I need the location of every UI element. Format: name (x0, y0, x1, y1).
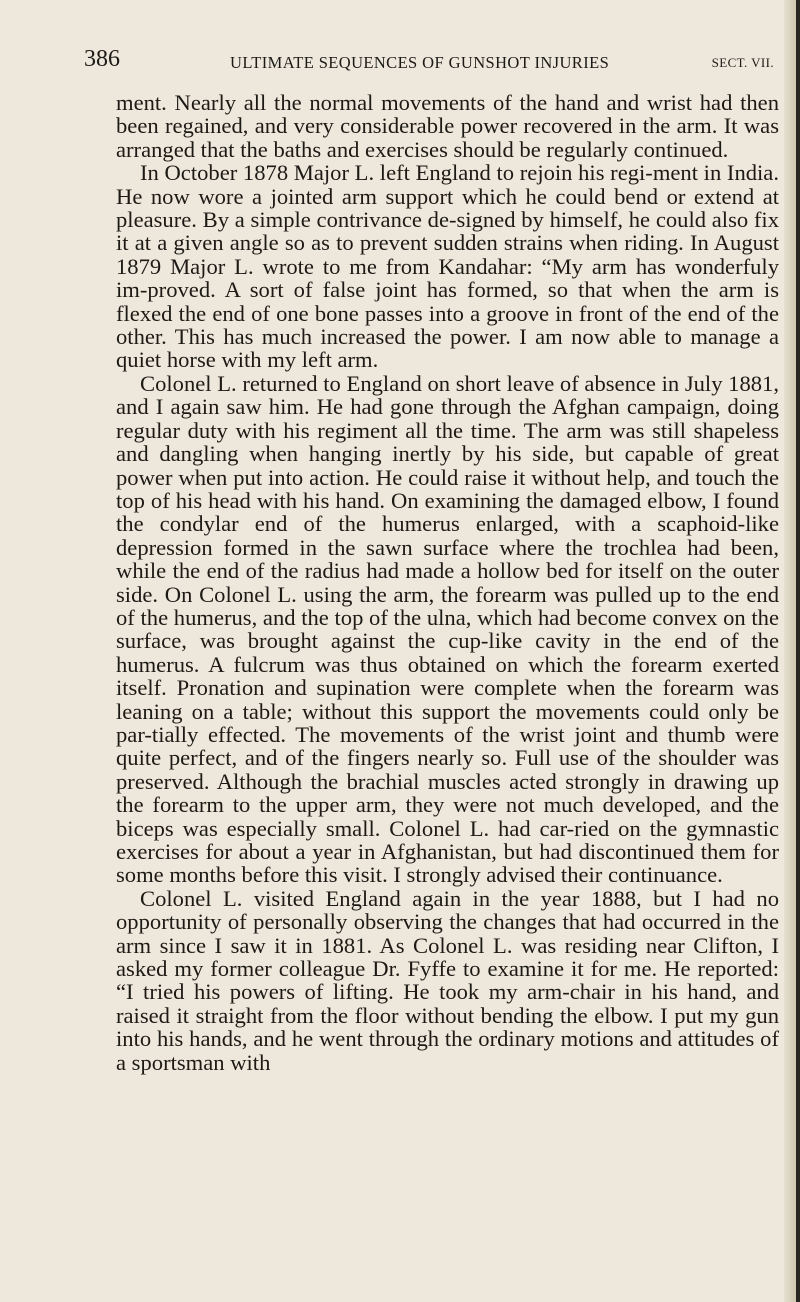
paragraph-continuation: ment. Nearly all the normal movements of the hand and wrist had then been regained, and very considerable power recovered in the arm. It was arranged that the baths and exercises should be regularly continued. (116, 90, 779, 162)
page-number: 386 (84, 46, 120, 72)
page-edge (784, 0, 800, 1302)
running-title: ULTIMATE SEQUENCES OF GUNSHOT INJURIES (230, 53, 610, 72)
section-label: SECT. VII. (711, 55, 774, 70)
paragraph: In October 1878 Major L. left England to rejoin his regi-ment in India. He now wore a jointed arm support which he could bend or extend at pleasure. By a simple contrivance de-signed by himself, he could also fix it at a given angle so as to prevent sudden strains when riding. In August 1879 Major L. wrote to me from Kandahar: “My arm has wonderfuly im-proved. A sort of false joint has formed, so that when the arm is flexed the end of one bone passes into a groove in front of the end of the other. This has much increased the power. I am now able to manage a quiet horse with my left arm. (116, 160, 779, 373)
paragraph: Colonel L. returned to England on short leave of absence in July 1881, and I again saw him. He had gone through the Afghan campaign, doing regular duty with his regiment all the time. The arm was still shapeless and dangling when hanging inertly by his side, but capable of great power when put into action. He could raise it without help, and touch the top of his head with his hand. On examining the damaged elbow, I found the condylar end of the humerus enlarged, with a scaphoid-like depression formed in the sawn surface where the trochlea had been, while the end of the radius had made a hollow bed for itself on the outer side. On Colonel L. using the arm, the forearm was pulled up to the end of the humerus, and the top of the ulna, which had become convex on the surface, was brought against the cup-like cavity in the end of the humerus. A fulcrum was thus obtained on which the forearm exerted itself. Pronation and supination were complete when the forearm was leaning on a table; without this support the movements could only be par-tially effected. The movements of the wrist joint and thumb were quite perfect, and of the fingers nearly so. Full use of the shoulder was preserved. Although the brachial muscles acted strongly in drawing up the forearm to the upper arm, they were not much developed, and the biceps was especially small. Colonel L. had car-ried on the gymnastic exercises for about a year in Afghanistan, but had discontinued them for some months before this visit. I strongly advised their continuance. (116, 370, 779, 888)
running-head (84, 46, 774, 78)
paragraph: Colonel L. visited England again in the year 1888, but I had no opportunity of personally observing the changes that had occurred in the arm since I saw it in 1881. As Colonel L. was residing near Clifton, I asked my former colleague Dr. Fyffe to examine it for me. He reported: “I tried his powers of lifting. He took my arm-chair in his hand, and raised it straight from the floor without bending the elbow. I put my gun into his hands, and he went through the ordinary motions and attitudes of a sportsman with (116, 885, 779, 1075)
body-text (116, 91, 779, 1074)
